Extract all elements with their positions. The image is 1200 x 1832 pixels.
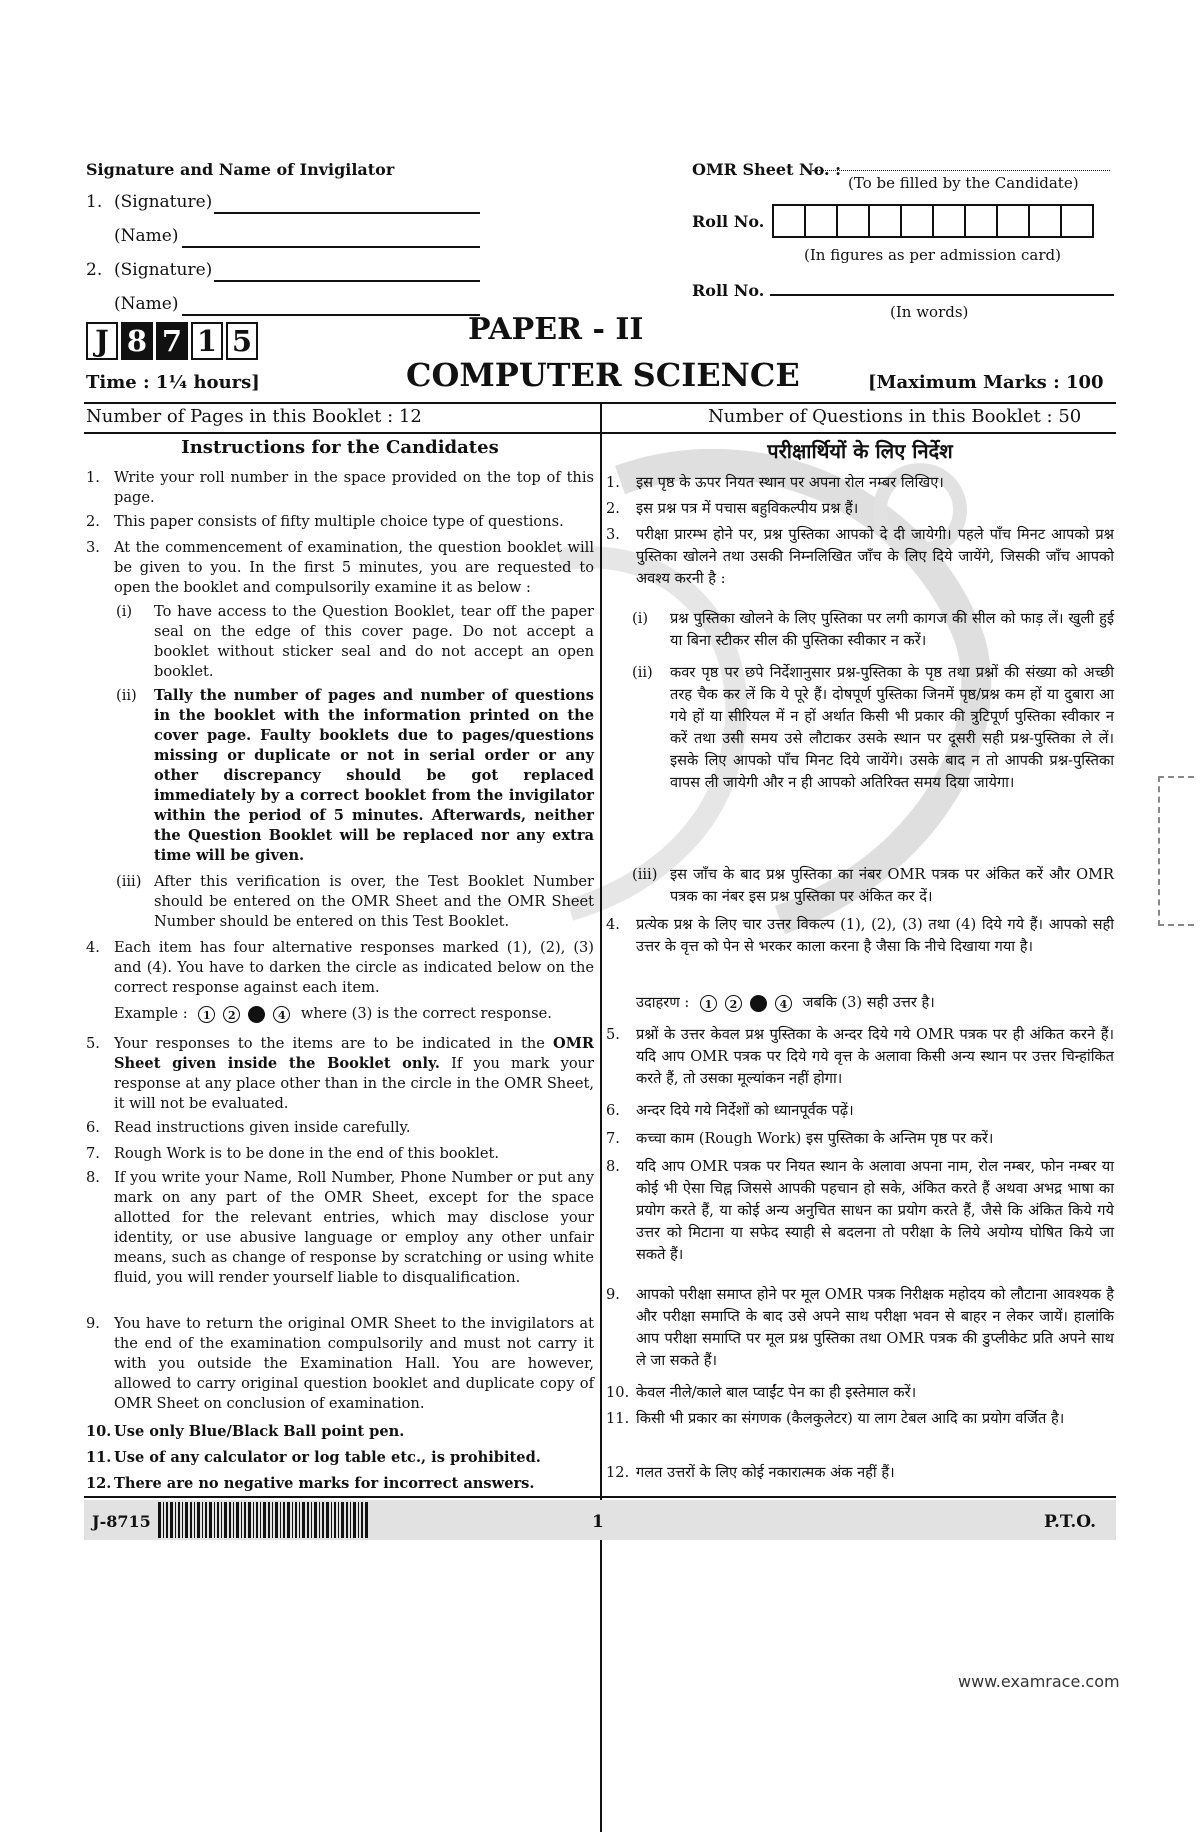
subject-title: COMPUTER SCIENCE xyxy=(406,356,800,394)
sub-number: (ii) xyxy=(116,687,137,704)
item-text: कच्चा काम (Rough Work) इस पुस्तिका के अन्तिम पृष्ठ पर करें। xyxy=(636,1130,994,1147)
option-bubble: 2 xyxy=(223,1006,240,1023)
item-number: 2. xyxy=(606,500,620,517)
signature-row-1[interactable] xyxy=(86,192,213,212)
item-text: This paper consists of fifty multiple choice type of questions. xyxy=(114,513,564,530)
sub-number: (i) xyxy=(116,603,133,620)
signature-line[interactable] xyxy=(214,280,480,282)
item-number: 10. xyxy=(86,1423,112,1440)
omr-note: (To be filled by the Candidate) xyxy=(848,174,1079,192)
roll-digit-box[interactable] xyxy=(838,206,870,236)
item-text: इस पृष्ठ के ऊपर नियत स्थान पर अपना रोल नम्बर लिखिए। xyxy=(636,474,944,491)
row-label: (Name) xyxy=(114,294,179,314)
code-char: 7 xyxy=(156,322,188,360)
time-allowed: Time : 1¼ hours] xyxy=(86,372,260,393)
name-line[interactable] xyxy=(182,314,480,316)
option-bubble: 2 xyxy=(725,995,742,1012)
sub-number: (iii) xyxy=(116,873,142,890)
roll-words-label: Roll No. xyxy=(692,281,765,300)
item-text: परीक्षा प्रारम्भ होने पर, प्रश्न पुस्तिका आपको दे दी जायेगी। पहले पाँच मिनट आपको प्रश्न पुस्तिका खोलने तथा उसकी निम्नलिखित जाँच के लिए दिये जायेंगे, जिसकी जाँच आपको अवश्य करनी है : xyxy=(636,526,1114,587)
item-number: 9. xyxy=(606,1286,620,1303)
item-number: 4. xyxy=(86,939,100,956)
row-number: 1. xyxy=(86,192,103,212)
divider xyxy=(84,1496,1116,1498)
roll-digit-box[interactable] xyxy=(774,206,806,236)
sub-text: After this verification is over, the Test Booklet Number should be entered on the OMR Sheet and the OMR Sheet Number should be entered on this Test Booklet. xyxy=(154,873,594,930)
item-number: 12. xyxy=(86,1475,112,1492)
omr-sheet-label: OMR Sheet No. : xyxy=(692,160,842,179)
sub-number: (ii) xyxy=(632,664,653,681)
item-number: 12. xyxy=(606,1464,630,1481)
roll-digit-box[interactable] xyxy=(902,206,934,236)
omr-sheet-field[interactable] xyxy=(812,170,1110,171)
paper-title: PAPER - II xyxy=(468,312,644,347)
column-divider xyxy=(600,402,602,1832)
option-bubble-filled xyxy=(248,1006,265,1023)
item-number: 8. xyxy=(606,1158,620,1175)
item-number: 7. xyxy=(86,1145,100,1162)
example-bubbles xyxy=(198,1006,290,1023)
row-label: (Signature) xyxy=(114,192,213,212)
pages-count: Number of Pages in this Booklet : 12 xyxy=(86,406,422,427)
sub-text: To have access to the Question Booklet, tear off the paper seal on the edge of this cover page. Do not accept a booklet without sticker seal and do not accept an open booklet. xyxy=(154,603,594,680)
code-char: 8 xyxy=(121,322,153,360)
invigilator-title: Signature and Name of Invigilator xyxy=(86,160,395,179)
row-label: (Signature) xyxy=(114,260,213,280)
item-text: प्रत्येक प्रश्न के लिए चार उत्तर विकल्प (1), (2), (3) तथा (4) दिये गये हैं। आपको सही उत्तर के वृत्त को पेन से भरकर काला करना है जैसा कि नीचे दिखाया गया है। xyxy=(636,916,1114,955)
roll-digit-box[interactable] xyxy=(1030,206,1062,236)
example-label: Example : xyxy=(114,1005,188,1022)
footer-code: J-8715 xyxy=(92,1512,151,1531)
item-number: 5. xyxy=(86,1035,100,1052)
roll-digit-box[interactable] xyxy=(1062,206,1092,236)
item-number: 10. xyxy=(606,1384,630,1401)
item-text: आपको परीक्षा समाप्त होने पर मूल OMR पत्रक निरीक्षक महोदय को लौटाना आवश्यक है और परीक्षा समाप्ति के बाद उसे अपने साथ परीक्षा भवन से बाहर न लेकर जायें। हालांकि आप परीक्षा समाप्ति पर मूल प्रश्न पुस्तिका तथा OMR पत्रक की डुप्लीकेट प्रति अपने साथ ले जा सकते हैं। xyxy=(636,1286,1114,1369)
signature-line[interactable] xyxy=(214,212,480,214)
roll-digit-box[interactable] xyxy=(870,206,902,236)
option-bubble: 4 xyxy=(775,995,792,1012)
item-text: Use of any calculator or log table etc., is prohibited. xyxy=(114,1449,541,1466)
item-number: 6. xyxy=(606,1102,620,1119)
site-watermark: www.examrace.com xyxy=(958,1672,1120,1691)
item-text: प्रश्नों के उत्तर केवल प्रश्न पुस्तिका के अन्दर दिये गये OMR पत्रक पर ही अंकित करने हैं। यदि आप OMR पत्रक पर दिये गये वृत्त के अलावा किसी अन्य स्थान पर उत्तर चिन्हांकित करते हैं, तो उसका मूल्यांकन नहीं होगा। xyxy=(636,1026,1114,1087)
item-text: There are no negative marks for incorrect answers. xyxy=(114,1475,535,1492)
option-bubble: 1 xyxy=(198,1006,215,1023)
item-number: 7. xyxy=(606,1130,620,1147)
sub-text: प्रश्न पुस्तिका खोलने के लिए पुस्तिका पर लगी कागज की सील को फाड़ लें। खुली हुई या बिना स्टीकर सील की पुस्तिका स्वीकार न करें। xyxy=(670,610,1114,649)
option-bubble: 4 xyxy=(273,1006,290,1023)
roll-words-field[interactable] xyxy=(770,294,1114,296)
name-line[interactable] xyxy=(182,246,480,248)
item-text: इस प्रश्न पत्र में पचास बहुविकल्पीय प्रश्न हैं। xyxy=(636,500,859,517)
example-tail: जबकि (3) सही उत्तर है। xyxy=(802,994,935,1011)
example-bubbles xyxy=(700,995,792,1012)
roll-number-label: Roll No. xyxy=(692,212,765,231)
sub-text: कवर पृष्ठ पर छपे निर्देशानुसार प्रश्न-पुस्तिका के पृष्ठ तथा प्रश्नों की संख्या को अच्छी तरह चैक कर लें कि ये पूरे हैं। दोषपूर्ण पुस्तिका जिनमें पृष्ठ/प्रश्न कम हों या दुबारा आ गये हों या सीरियल में न हों अर्थात किसी भी प्रकार की त्रुटिपूर्ण पुस्तिका स्वीकार न करें तथा उसी समय उसे लौटाकर उसके स्थान पर दूसरी सही प्रश्न-पुस्तिका ले लें। इसके लिए आपको पाँच मिनट दिये जायेंगे। उसके बाद न तो आपकी प्रश्न-पुस्तिका वापस ली जायेगी और न ही आपको अतिरिक्त समय दिया जायेगा। xyxy=(670,664,1114,791)
item-number: 9. xyxy=(86,1315,100,1332)
item-text: अन्दर दिये गये निर्देशों को ध्यानपूर्वक पढ़ें। xyxy=(636,1102,854,1119)
item-text: यदि आप OMR पत्रक पर नियत स्थान के अलावा अपना नाम, रोल नम्बर, फोन नम्बर या कोई भी ऐसा चिह्न जिससे आपकी पहचान हो सके, अंकित करते हैं अथवा अभद्र भाषा का प्रयोग करते हैं, या कोई अन्य अनुचित साधन का प्रयोग करते हैं, जैसे कि अंकित किये गये उत्तर को मिटाना या सफेद स्याही से बदलना तो परीक्षा के लिये अयोग्य घोषित किये जा सकते हैं। xyxy=(636,1158,1114,1263)
item-text: Rough Work is to be done in the end of this booklet. xyxy=(114,1145,500,1162)
item-text: Read instructions given inside carefully. xyxy=(114,1119,411,1136)
cut-mark xyxy=(1158,776,1194,926)
roll-digit-box[interactable] xyxy=(806,206,838,236)
in-words-note: (In words) xyxy=(890,303,969,321)
item-number: 5. xyxy=(606,1026,620,1043)
code-char: 1 xyxy=(191,322,223,360)
roll-digit-box[interactable] xyxy=(998,206,1030,236)
item-number: 2. xyxy=(86,513,100,530)
item-text: At the commencement of examination, the question booklet will be given to you. In the first 5 minutes, you are requested to open the booklet and compulsorily examine it as below : xyxy=(114,539,594,596)
maximum-marks: [Maximum Marks : 100 xyxy=(868,372,1104,393)
paper-code-boxes xyxy=(86,322,261,360)
sub-text: इस जाँच के बाद प्रश्न पुस्तिका का नंबर OMR पत्रक पर अंकित करें और OMR पत्रक का नंबर इस प्रश्न पुस्तिका पर अंकित कर दें। xyxy=(670,866,1114,905)
item-text: If you write your Name, Roll Number, Phone Number or put any mark on any part of the OMR Sheet, except for the space allotted for the relevant entries, which may disclose your identity, or use abusive language or employ any other unfair means, such as change of response by scratching or using white fluid, you will render yourself liable to disqualification. xyxy=(114,1169,594,1286)
roll-number-boxes[interactable] xyxy=(772,204,1094,238)
barcode-icon xyxy=(158,1502,368,1538)
item-number: 11. xyxy=(86,1449,112,1466)
example-label: उदाहरण : xyxy=(636,994,690,1011)
row-number: 2. xyxy=(86,260,103,280)
item-text: You have to return the original OMR Sheet to the invigilators at the end of the examination compulsorily and must not carry it with you outside the Examination Hall. You are however, allowed to carry original question booklet and duplicate copy of OMR Sheet on conclusion of examination. xyxy=(114,1315,594,1412)
roll-figures-note: (In figures as per admission card) xyxy=(804,246,1061,264)
english-instructions-heading: Instructions for the Candidates xyxy=(181,437,499,458)
item-text: गलत उत्तरों के लिए कोई नकारात्मक अंक नहीं हैं। xyxy=(636,1464,895,1481)
row-label: (Name) xyxy=(114,226,179,246)
item-number: 6. xyxy=(86,1119,100,1136)
item-number: 8. xyxy=(86,1169,100,1186)
roll-digit-box[interactable] xyxy=(934,206,966,236)
item-text: किसी भी प्रकार का संगणक (कैलकुलेटर) या लाग टेबल आदि का प्रयोग वर्जित है। xyxy=(636,1410,1065,1427)
item-text: Each item has four alternative responses marked (1), (2), (3) and (4). You have to darken the circle as indicated below on the correct response against each item. xyxy=(114,939,594,996)
option-bubble-filled xyxy=(750,995,767,1012)
questions-count: Number of Questions in this Booklet : 50 xyxy=(708,406,1082,427)
item-text: Your responses to the items are to be indicated in the OMR Sheet given inside the Booklet only. If you mark your response at any place other than in the circle in the OMR Sheet, it will not be evaluated. xyxy=(114,1035,594,1112)
item-number: 3. xyxy=(606,526,620,543)
page-number: 1 xyxy=(592,1512,604,1532)
item-text: Use only Blue/Black Ball point pen. xyxy=(114,1423,405,1440)
code-char: 5 xyxy=(226,322,258,360)
pto-text: P.T.O. xyxy=(1044,1512,1096,1532)
item-number: 4. xyxy=(606,916,620,933)
item-number: 1. xyxy=(86,469,100,486)
option-bubble: 1 xyxy=(700,995,717,1012)
item-number: 1. xyxy=(606,474,620,491)
hindi-instructions-heading: परीक्षार्थियों के लिए निर्देश xyxy=(767,439,953,463)
item-number: 3. xyxy=(86,539,100,556)
sub-number: (i) xyxy=(632,610,649,627)
item-text: केवल नीले/काले बाल प्वाईंट पेन का ही इस्तेमाल करें। xyxy=(636,1384,917,1401)
item-text: Write your roll number in the space provided on the top of this page. xyxy=(114,469,594,506)
sub-text: Tally the number of pages and number of questions in the booklet with the information printed on the cover page. Faulty booklets due to pages/questions missing or duplicate or not in serial order or any other discrepancy should be got replaced immediately by a correct booklet from the invigilator within the period of 5 minutes. Afterwards, neither the Question Booklet will be replaced nor any extra time will be given. xyxy=(154,687,594,864)
roll-digit-box[interactable] xyxy=(966,206,998,236)
sub-number: (iii) xyxy=(632,866,658,883)
signature-row-2[interactable] xyxy=(86,260,213,280)
item-number: 11. xyxy=(606,1410,630,1427)
code-char: J xyxy=(86,322,118,360)
example-tail: where (3) is the correct response. xyxy=(300,1005,552,1022)
